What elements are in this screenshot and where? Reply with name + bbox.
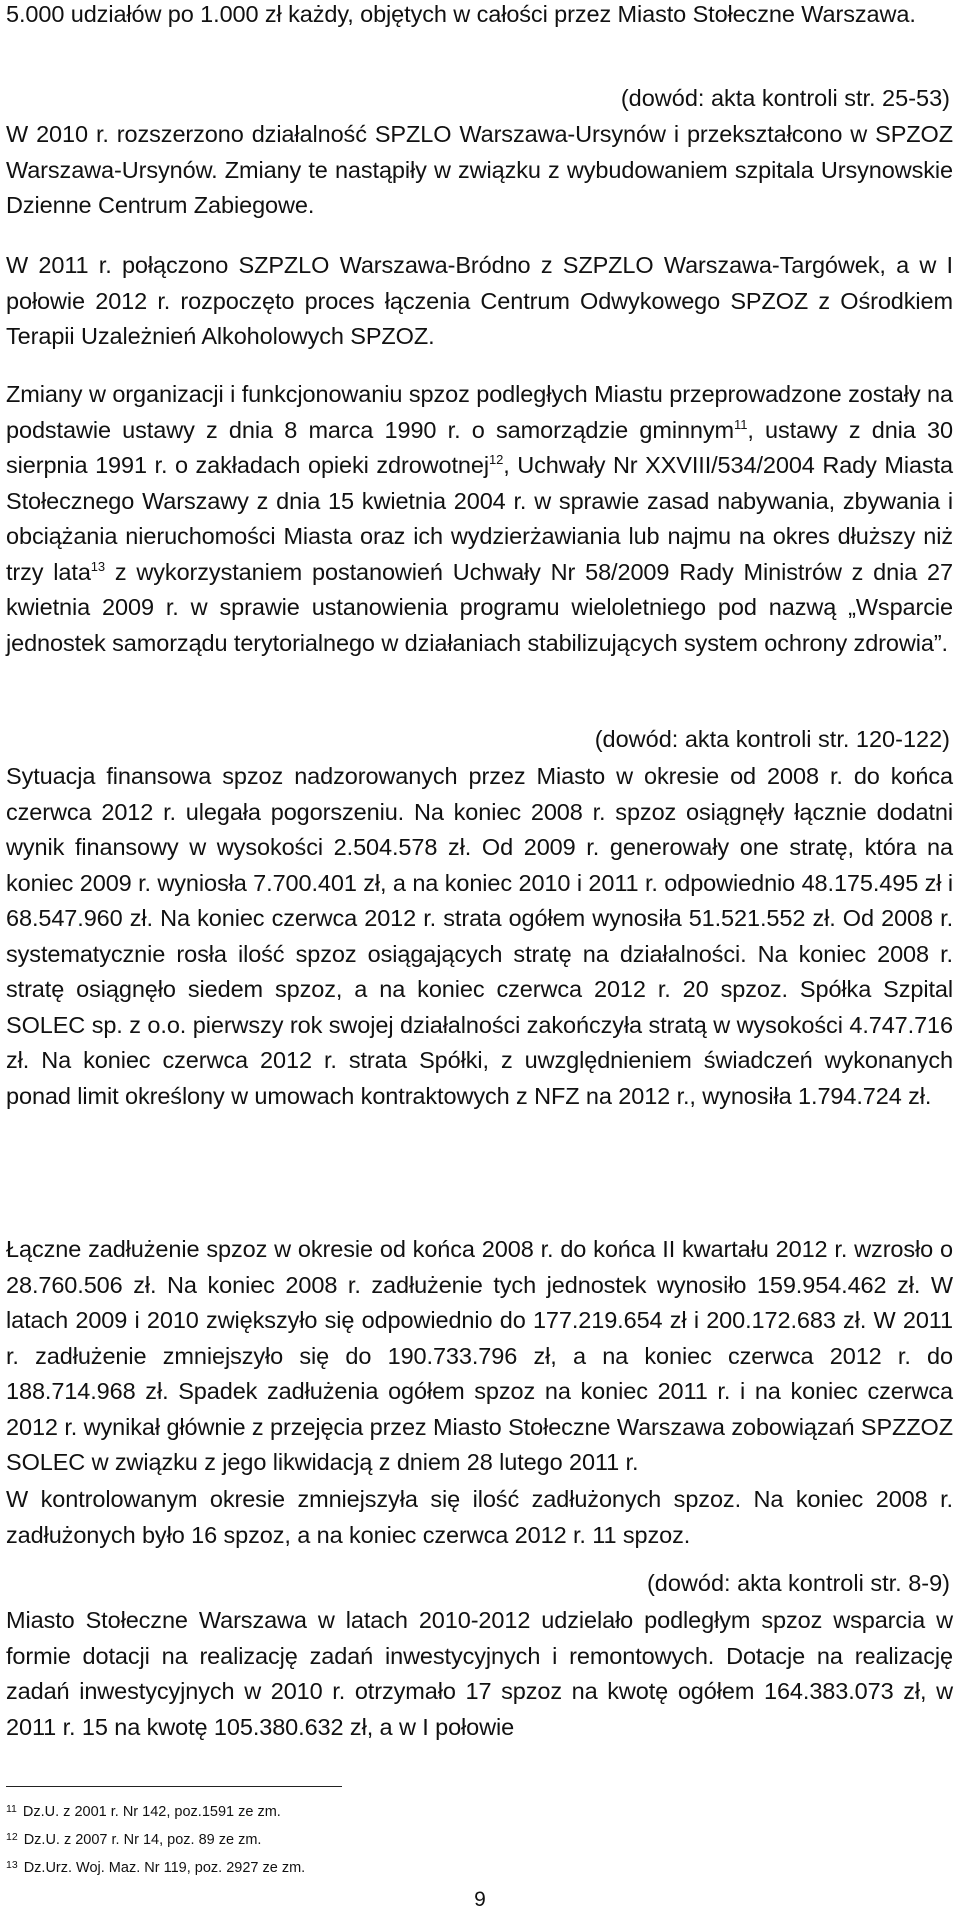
footnote-text: Dz.U. z 2001 r. Nr 142, poz.1591 ze zm.: [22, 1804, 281, 1820]
footnote-13: [6, 1856, 305, 1877]
legal-basis-text-2: , ustawy z dnia 30 sierpnia 1991 r. o zakładach opieki zdrowotnej: [6, 416, 953, 478]
paragraph-subsidies: Miasto Stołeczne Warszawa w latach 2010-2012 udzielało podległym spzoz wsparcia w formie dotacji na realizację zadań inwestycyjnych i remontowych. Dotacje na realizację zadań inwestycyjnych w 2010 r. otrzymało 17 spzoz na kwotę ogółem 164.383.073 zł, w 2011 r. 15 na kwotę 105.380.632 zł, a w I połowie: [6, 1607, 953, 1740]
paragraph-legal-basis: [6, 377, 953, 661]
footnote-ref-11: 11: [734, 416, 748, 432]
footnote-number: 13: [6, 1859, 18, 1871]
footnote-ref-13: 13: [90, 558, 106, 574]
paragraph-debt: Łączne zadłużenie spzoz w okresie od końca 2008 r. do końca II kwartału 2012 r. wzrosło o 28.760.506 zł. Na koniec 2008 r. zadłużenie tych jednostek wynosiło 159.954.462 zł. W latach 2009 i 2010 zwiększyło się odpowiednio do 177.219.654 zł i 200.172.683 zł. W 2011 r. zadłużenie zmniejszyło się do 190.733.796 zł, a na koniec czerwca 2012 r. do 188.714.968 zł. Spadek zadłużenia ogółem spzoz na koniec 2011 r. i na koniec czerwca 2012 r. wynikał głównie z przejęcia przez Miasto Stołeczne Warszawa zobowiązań SPZZOZ SOLEC w związku z jego likwidacją z dniem 28 lutego 2011 r.: [6, 1236, 953, 1475]
footnote-number: 12: [6, 1831, 18, 1843]
paragraph-merger: W 2011 r. połączono SZPZLO Warszawa-Bródno z SZPZLO Warszawa-Targówek, a w I połowie 2012 r. rozpoczęto proces łączenia Centrum Odwykowego SPZOZ z Ośrodkiem Terapii Uzależnień Alkoholowych SPZOZ.: [6, 252, 953, 349]
footnote-ref-12: 12: [489, 452, 504, 467]
page-number: 9: [474, 1888, 486, 1911]
footnote-number: 11: [6, 1803, 17, 1815]
footnote-12: [6, 1828, 261, 1849]
evidence-note-2: (dowód: akta kontroli str. 120-122): [594, 726, 950, 752]
paragraph-ursynow: W 2010 r. rozszerzono działalność SPZLO Warszawa-Ursynów i przekształcono w SPZOZ Warszawa-Ursynów. Zmiany te nastąpiły w związku z wybudowaniem szpitala Ursynowskie Dzienne Centrum Zabiegowe.: [6, 121, 953, 218]
footnote-text: Dz.U. z 2007 r. Nr 14, poz. 89 ze zm.: [23, 1832, 262, 1848]
legal-basis-text-3: , Uchwały Nr XXVIII/534/2004 Rady Miasta Stołecznego Warszawy z dnia 15 kwietnia 2004 r. w sprawie zasad nabywania, zbywania i obciążania nieruchomości Miasta oraz ich wydzierżawiania lub najmu na okres dłuższy niż trzy lata: [6, 452, 953, 585]
legal-basis-text-4: z wykorzystaniem postanowień Uchwały Nr 58/2009 Rady Ministrów z dnia 27 kwietnia 2009 r. w sprawie ustanowienia programu wieloletniego pod nazwą „Wsparcie jednostek samorządu terytorialnego w działaniach stabilizujących system ochrony zdrowia”.: [6, 558, 953, 656]
footnote-separator: [6, 1786, 342, 1787]
paragraph-shares: 5.000 udziałów po 1.000 zł każdy, objętych w całości przez Miasto Stołeczne Warszawa.: [6, 1, 916, 27]
paragraph-indebted-count: W kontrolowanym okresie zmniejszyła się ilość zadłużonych spzoz. Na koniec 2008 r. zadłużonych było 16 spzoz, a na koniec czerwca 2012 r. 11 spzoz.: [6, 1486, 953, 1548]
legal-basis-text-1: Zmiany w organizacji i funkcjonowaniu spzoz podległych Miastu przeprowadzone zostały na podstawie ustawy z dnia 8 marca 1990 r. o samorządzie gminnym: [6, 381, 953, 443]
evidence-note-3: (dowód: akta kontroli str. 8-9): [646, 1570, 950, 1596]
paragraph-financial-situation: Sytuacja finansowa spzoz nadzorowanych przez Miasto w okresie od 2008 r. do końca czerwca 2012 r. ulegała pogorszeniu. Na koniec 2008 r. spzoz osiągnęły łącznie dodatni wynik finansowy w wysokości 2.504.578 zł. Od 2009 r. generowały one stratę, która na koniec 2009 r. wyniosła 7.700.401 zł, a na koniec 2010 i 2011 r. odpowiednio 48.175.495 zł i 68.547.960 zł. Na koniec czerwca 2012 r. strata ogółem wynosiła 51.521.552 zł. Od 2008 r. systematycznie rosła ilość spzoz osiągających stratę na działalności. Na koniec 2008 r. stratę osiągnęło siedem spzoz, a na koniec czerwca 2012 r. 20 spzoz. Spółka Szpital SOLEC sp. z o.o. pierwszy rok swojej działalności zakończyła stratą w wysokości 4.747.716 zł. Na koniec czerwca 2012 r. strata Spółki, z uwzględnieniem świadczeń wykonanych ponad limit określony w umowach kontraktowych z NFZ na 2012 r., wynosiła 1.794.724 zł.: [6, 763, 953, 1109]
evidence-note-1: (dowód: akta kontroli str. 25-53): [620, 85, 950, 111]
footnote-text: Dz.Urz. Woj. Maz. Nr 119, poz. 2927 ze zm.: [23, 1860, 306, 1876]
footnote-11: [6, 1800, 281, 1821]
